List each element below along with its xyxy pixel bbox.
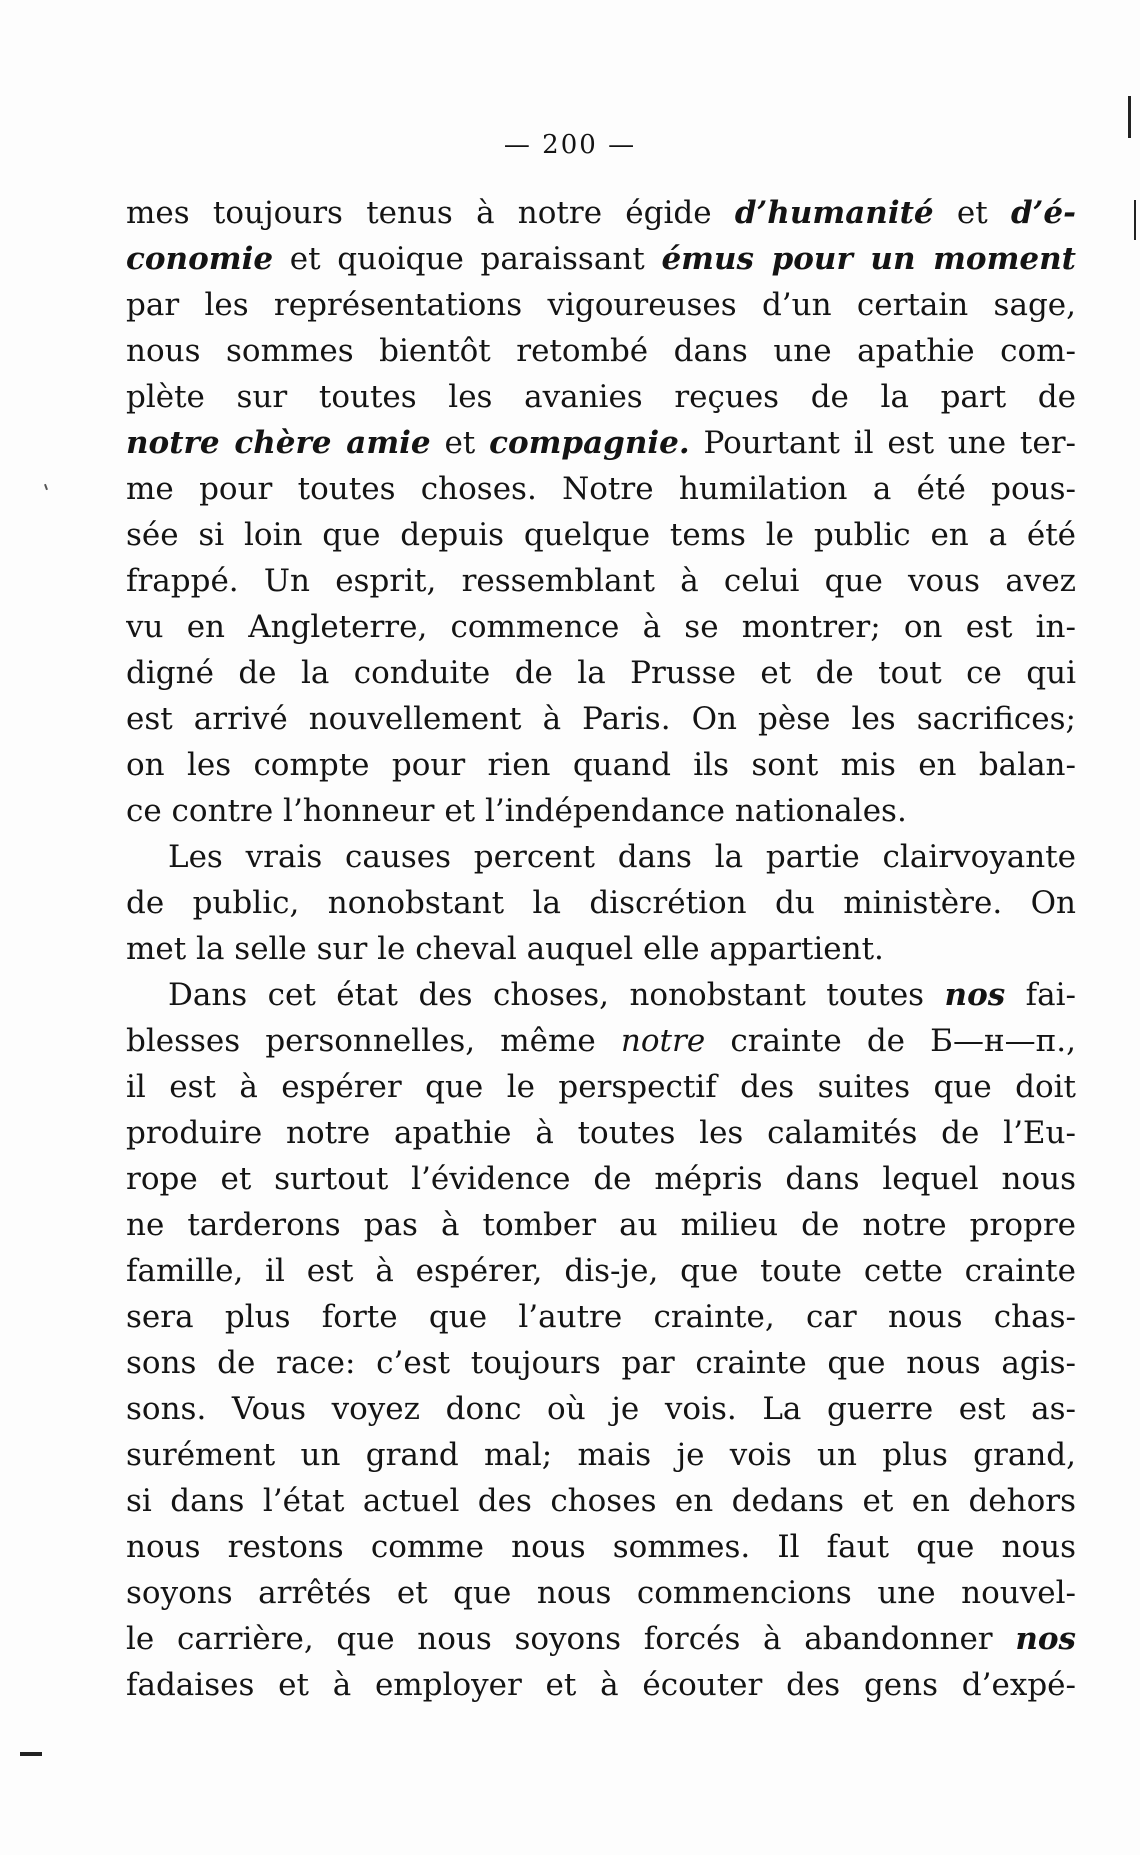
text-line — [126, 1018, 1076, 1064]
text-span: blesses personnelles, même — [126, 1023, 621, 1059]
text-line — [126, 1570, 1076, 1616]
text-span: Les vrais causes percent dans la partie clairvoyante — [168, 839, 1076, 875]
text-line — [126, 972, 1076, 1018]
text-span: on les compte pour rien quand ils sont mis en balan- — [126, 747, 1076, 783]
text-line — [126, 1662, 1076, 1708]
emphasis-span: notre — [620, 1023, 706, 1059]
text-span: sée si loin que depuis quelque tems le public en a été — [126, 517, 1076, 553]
text-line — [126, 1478, 1076, 1524]
text-span: vu en Angleterre, commence à se montrer; on est in- — [126, 609, 1076, 645]
text-line — [126, 604, 1076, 650]
text-line — [126, 1386, 1076, 1432]
emphasis-span: notre chère amie — [126, 425, 431, 461]
text-line — [126, 834, 1076, 880]
text-line — [126, 1340, 1076, 1386]
text-line — [126, 650, 1076, 696]
text-span: me pour toutes choses. Notre humilation a été pous- — [126, 471, 1076, 507]
text-line — [126, 1432, 1076, 1478]
emphasis-span: émus pour un moment — [661, 241, 1076, 277]
text-line — [126, 1156, 1076, 1202]
text-span: surément un grand mal; mais je vois un plus grand, — [126, 1437, 1076, 1473]
emphasis-span: d’é- — [1010, 195, 1076, 231]
text-span: fai- — [1005, 977, 1076, 1013]
scan-speck — [44, 484, 48, 490]
text-span: mes toujours tenus à notre égide — [126, 195, 735, 231]
text-line — [126, 880, 1076, 926]
text-line — [126, 1524, 1076, 1570]
text-line — [126, 742, 1076, 788]
text-span: Pourtant il est une ter- — [689, 425, 1076, 461]
scan-edge-mark — [1134, 200, 1136, 240]
text-span: produire notre apathie à toutes les calamités de l’Eu- — [126, 1115, 1076, 1151]
text-span: est arrivé nouvellement à Paris. On pèse les sacrifices; — [126, 701, 1076, 737]
text-line — [126, 1616, 1076, 1662]
text-span: et — [933, 195, 1011, 231]
text-span: ce contre l’honneur et l’indépendance nationales. — [126, 793, 907, 829]
text-line — [126, 1202, 1076, 1248]
text-span: frappé. Un esprit, ressemblant à celui que vous avez — [126, 563, 1076, 599]
body-text — [126, 190, 1076, 1708]
scan-edge-mark — [20, 1752, 42, 1756]
emphasis-span: nos — [944, 977, 1006, 1013]
text-span: ne tarderons pas à tomber au milieu de notre propre — [126, 1207, 1076, 1243]
text-line — [126, 466, 1076, 512]
text-line — [126, 236, 1076, 282]
text-span: Dans cet état des choses, nonobstant toutes — [168, 977, 945, 1013]
text-line — [126, 1294, 1076, 1340]
text-span: il est à espérer que le perspectif des suites que doit — [126, 1069, 1076, 1105]
text-span: et — [430, 425, 490, 461]
text-span: crainte de Б—н—п., — [705, 1023, 1076, 1059]
text-span: digné de la conduite de la Prusse et de tout ce qui — [126, 655, 1076, 691]
emphasis-span: nos — [1015, 1621, 1076, 1657]
text-span: sons de race: c’est toujours par crainte que nous agis- — [126, 1345, 1076, 1381]
text-span: si dans l’état actuel des choses en dedans et en dehors — [126, 1483, 1076, 1519]
page-number: — 200 — — [503, 130, 637, 160]
text-line — [126, 190, 1076, 236]
text-span: sera plus forte que l’autre crainte, car nous chas- — [126, 1299, 1076, 1335]
text-span: fadaises et à employer et à écouter des gens d’expé- — [126, 1667, 1076, 1703]
text-line — [126, 1110, 1076, 1156]
text-line — [126, 1248, 1076, 1294]
text-span: sons. Vous voyez donc où je vois. La guerre est as- — [126, 1391, 1076, 1427]
text-span: de public, nonobstant la discrétion du ministère. On — [126, 885, 1076, 921]
text-line — [126, 420, 1076, 466]
text-span: soyons arrêtés et que nous commencions une nouvel- — [126, 1575, 1076, 1611]
text-span: et quoique paraissant — [273, 241, 662, 277]
text-span: nous sommes bientôt retombé dans une apathie com- — [126, 333, 1076, 369]
text-span: famille, il est à espérer, dis-je, que toute cette crainte — [126, 1253, 1076, 1289]
text-line — [126, 374, 1076, 420]
text-line — [126, 926, 1076, 972]
text-span: met la selle sur le cheval auquel elle appartient. — [126, 931, 884, 967]
text-line — [126, 1064, 1076, 1110]
emphasis-span: d’humanité — [734, 195, 934, 231]
emphasis-span: conomie — [126, 241, 274, 277]
text-line — [126, 282, 1076, 328]
text-span: plète sur toutes les avanies reçues de la part de — [126, 379, 1076, 415]
text-line — [126, 788, 1076, 834]
text-line — [126, 512, 1076, 558]
text-span: nous restons comme nous sommes. Il faut que nous — [126, 1529, 1076, 1565]
text-span: par les représentations vigoureuses d’un certain sage, — [126, 287, 1076, 323]
emphasis-span: compagnie. — [489, 425, 690, 461]
text-line — [126, 696, 1076, 742]
text-span: rope et surtout l’évidence de mépris dans lequel nous — [126, 1161, 1076, 1197]
text-line — [126, 558, 1076, 604]
text-span: le carrière, que nous soyons forcés à abandonner — [126, 1621, 1016, 1657]
text-line — [126, 328, 1076, 374]
